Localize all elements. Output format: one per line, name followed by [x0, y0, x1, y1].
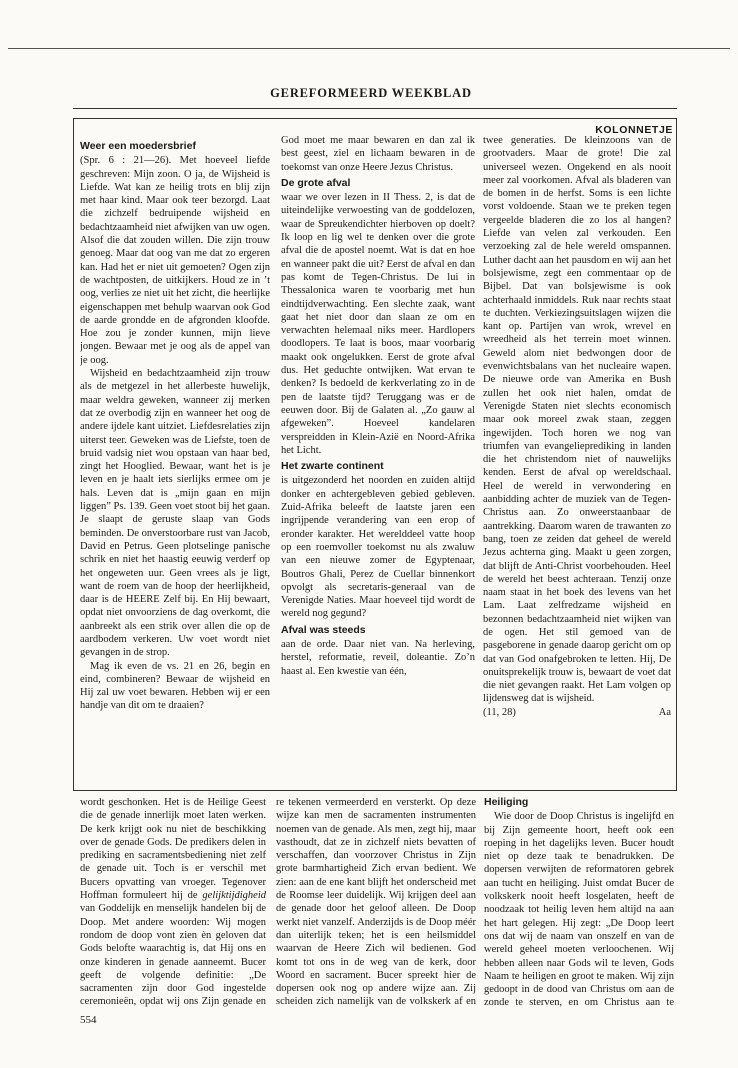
- author-initials: Aa: [658, 706, 671, 718]
- text-run: wordt geschonken. Het is de Heilige Geest die de genade innerlijk moet laten werken. De kerk krijgt ook nu niet de beschikking over de genade Gods. De predikers delen in prediking en sacramentsbediening niet zelf de genade uit. Toch is er verschil met Bucers opvatting van vroeger. Tegenover Hoffman formuleert hij de: [80, 797, 266, 902]
- column-label: KOLONNETJE: [595, 124, 673, 136]
- masthead: GEREFORMEERD WEEKBLAD: [270, 86, 472, 100]
- masthead-rule: [73, 108, 677, 109]
- text-run: van Goddelijk en menselijk handelen bij de Doop. Met andere woorden: Wij mogen rondom de doop vont zien èn geloven dat Gods belofte waarachtig is, dat Hij ons en onze kinderen in genade aanneemt. Bucer geeft de volgende definitie: „De sacramenten zijn door God ingestelde ceremonieën, opdat wij ons Zijn genade en: [80, 903, 266, 1008]
- section-heading: De grote afval: [281, 176, 351, 189]
- top-rule: [8, 48, 730, 49]
- section-heading: Het zwarte continent: [281, 460, 384, 473]
- signature-line: [483, 706, 671, 719]
- paragraph: is uitgezonderd het noorden en zuiden altijd donker en achtergebleven gebied gebleven. Zuid-Afrika beleeft de laatste jaren een ingrijpende verandering van een erop of eronder karakter. Het werelddeel vatte hoop op een roemvoller toekomst nu als zwaluw van een nieuwe zomer de Egyptenaar, Boutros Ghali, Perez de Cuellar binnenkort opvolgt als secretaris-generaal van de Verenigde Naties. Maar hoeveel tijd wordt de wereld nog gegund?: [281, 475, 475, 620]
- paragraph: (Spr. 6 : 21—26). Met hoeveel liefde geschreven: Mijn zoon. O ja, de Wijsheid is Liefde. Wat kan ze heilig trots en blij zijn met haar kind. Maar ook teer bezorgd. Laat die zichzelf bedruipende wijsheid en bedachtzaamheid niet afwijken van uw ogen. Alsof die dat zouden willen. Die zijn trouw genoeg. Maar dat oog van me dat zo ergeren kan. Had het er niet uit gemoeten? Ogen zijn de wachtposten, de uitkijkers. Houd ze in ’t oog, verlies ze niet uit het zicht, die heerlijke eigenschappen met behulp waarvan ook God de aarde grondde en de afgronden kloofde. Hoe zou je zonder kunnen, mijn lieve jongen. Bewaar met je oog als de appel van je oog.: [80, 155, 270, 366]
- paragraph: God moet me maar bewaren en dan zal ik best geest, ziel en lichaam bewaren in de toekomst van onze Heere Jezus Christus.: [281, 135, 475, 173]
- paragraph: Mag ik even de vs. 21 en 26, begin en eind, combineren? Bewaar de wijsheid en Hij zal uw voet bewaren. Hebben wij er een handje van dit om te draaien?: [80, 660, 270, 712]
- section-heading: Weer een moedersbrief: [80, 140, 196, 152]
- paragraph: [484, 810, 674, 1008]
- reference: (11, 28): [483, 706, 516, 718]
- section-heading: Afval was steeds: [281, 623, 366, 636]
- paragraph: waar we over lezen in II Thess. 2, is dat de uiteindelijke verwoesting van de goddelozen, waar de Spreukendichter hierboven op doelt? Ik loop en lig wel te denken over die grote afval die de apostel noemt. Wat is dat en hoe en wanneer pakt die uit? Eerst de afval en dan pas komt de Tegen-Christus. De lui in Thessalonica waren te voorbarig met hun eindtijdverwachting. Een slechte zaak, want gaat het niet door dan slaan ze om en verwachten helemaal niks meer. Hardlopers doodlopers. Te laat is boos, maar voorbarig maakt ook ongelukken. Eerst de grote afval dus. Het geduchte ontwijken. Wat ervan te denken? Is bedoeld de kerkverlating zo in de pen de laatste tijd? Teruggang was er de eeuwen door. Bij de Galaten al. „Zo gauw al afgeweken”. Hoeveel kandelaren verspreidden in Klein-Azië en Noord-Afrika het Licht.: [281, 192, 475, 456]
- paragraph: aan de orde. Daar niet van. Na herleving, herstel, reformatie, reveil, doleantie. Zo’n haast al. Een kwestie van één,: [281, 638, 475, 677]
- emphasis: gelijktijdigheid: [202, 890, 266, 902]
- paragraph: Wijsheid en bedachtzaamheid zijn trouw als de metgezel in het allerbeste huwelijk, maar weldra geweken, wanneer zij merken dat ze overbodig zijn en wanneer het oog de andere ijdele kant uitziet. Liefdesrelaties zijn uiterst teer. Geweken was de Liefste, toen de bruid vadsig niet wou opstaan van haar bed, zingt het Hooglied. Bewaar, want het is je leven en je haalt iets sierlijks ermee om je hals. Leven dat is „mijn gaan en mijn liggen” Ps. 139. Geen voet stoot bij het gaan. Je slaapt de geruste slaap van Gods beminden. De onverstoorbare rust van Jacob, David en Petrus. Geen plotselinge panische schrik en niet het haastig eeuwig verderf op het ongeweten uur. Geen vrees als je ligt, want de roem van de hoop der heerlijkheid, daar is de HEERE Zelf bij. En Hij bewaart, opdat niet onvoorziens de dag overkomt, die aanbreekt als een strik over allen die op de aardbodem verkeren. Uw voet wordt niet gevangen in de strop.: [80, 368, 270, 659]
- page-number: 554: [80, 1014, 97, 1026]
- lower-column-3: [484, 796, 674, 1008]
- box-column-3: [483, 134, 671, 784]
- box-column-2: [281, 134, 475, 784]
- paragraph: re tekenen vermeerderd en versterkt. Op deze wijze kan men de sacramenten instrumenten noemen van de genade. Als men, zegt hij, maar vasthoudt, dat ze in zichzelf niets bevatten of verschaffen, dan voorzover Christus in Zijn grote barmhartigheid Zich ervan bedient. We zien: aan de ene kant blijft het onderscheid met de Roomse leer duidelijk. Wij krijgen deel aan de genade door het geloof alleen. De Doop werkt niet vanzelf. Anderzijds is de Doop méér dan uiterlijk teken; het is een heilsmiddel waarvan de Heere Zich wil bedienen. God komt tot ons in de weg van de kerk, door Woord en sacrament. Bucer spreekt hier de dopersen ook nog op andere wijze aan. Zij scheiden zich namelijk van de volkskerk af en: [276, 797, 476, 1008]
- paragraph: [80, 796, 266, 1008]
- section-heading: Heiliging: [484, 796, 529, 808]
- lower-column-1: [80, 796, 266, 1008]
- lower-column-2: [276, 796, 476, 1008]
- text-run: Wie door de Doop Christus is ingelijfd en bij Zijn gemeente hoort, heeft ook een roeping in het dagelijks leven. Bucer houdt niet op deze taak te benadrukken. De dopersen verwijten de reformatoren gebrek aan tucht en heiliging. Juist omdat Bucer de volkskerk nooit heeft losgelaten, heeft de noodzaak tot heilig leven hem altijd na aan het hart gelegen. Hij zegt: „De Doop leert ons dat wij de naam van onszelf en van de wereld geheel moeten verloochenen. Wij hebben alleen naar Gods wil te leven, Gods Naam te heiligen en groot te maken. Wij zijn gedoopt in de dood van Christus om aan de zonde te sterven, en om Christus aan te: [484, 811, 674, 1008]
- paragraph: twee generaties. De kleinzoons van de grootvaders. Maar de grote! Die zal universeel wezen. Ongekend en als nooit meer zal voorkomen. Afval als bladeren van de bomen in de herfst. Soms is een lichte vorst voldoende. Staan we te preken tegen vergeelde bladeren die zo los al hangen? Liefde van velen zal verkouden. Een verzoeking zal de hele wereld omspannen. Luther dacht aan het pausdom en wij aan het bolsjewisme, zegt een commentaar op de Bijbel. Dat van bolsjewisme is ook achterhaald inmiddels. Ruk naar rechts staat te duchten. Verkiezingsuitslagen wijzen die kant op. Partijen van wrok, wrevel en wreedheid als het terrein moet winnen. Geweld alom niet bedwongen door de evenwichtsbalans van het nucleaire wapen. De nieuwe orde van Amerika en Bush zullen het ook niet halen, omdat de Verenigde Staten niet slechts economisch maar ook moreel zwak staan, zeggen ingewijden. Toch horen we nog van triumfen van evangelieprediking in landen die het christendom niet of nauwelijks kenden. Eerst de afval op wereldschaal. Heel de wereld in verwondering en aanbidding achter de muziek van de Tegen-Christus aan. Zo onweerstaanbaar de aantrekking. Daarom waren de trawanten zo bang, toen ze zeiden dat geheel de wereld Jezus achterna ging. Maakt u geen zorgen, dat blijft de Anti-Christ voorbehouden. Heel de wereld het beest achteraan. Tenzij onze naam staat in het boek des levens van het Lam. Laat zelfredzame wijsheid en bezonnen bedachtzaamheid niet wijken van de ogen. Het stil gemoed van de pasgeborene in genade daarop gericht om op dat van God onafgebroken te letten. Hij, De onuitsprekelijk trouw is, bewaart de voet dat die niet gevangen raakt. Het Lam volgen op lijdensweg dat is wijsheid.: [483, 135, 671, 705]
- box-column-1: [80, 140, 270, 782]
